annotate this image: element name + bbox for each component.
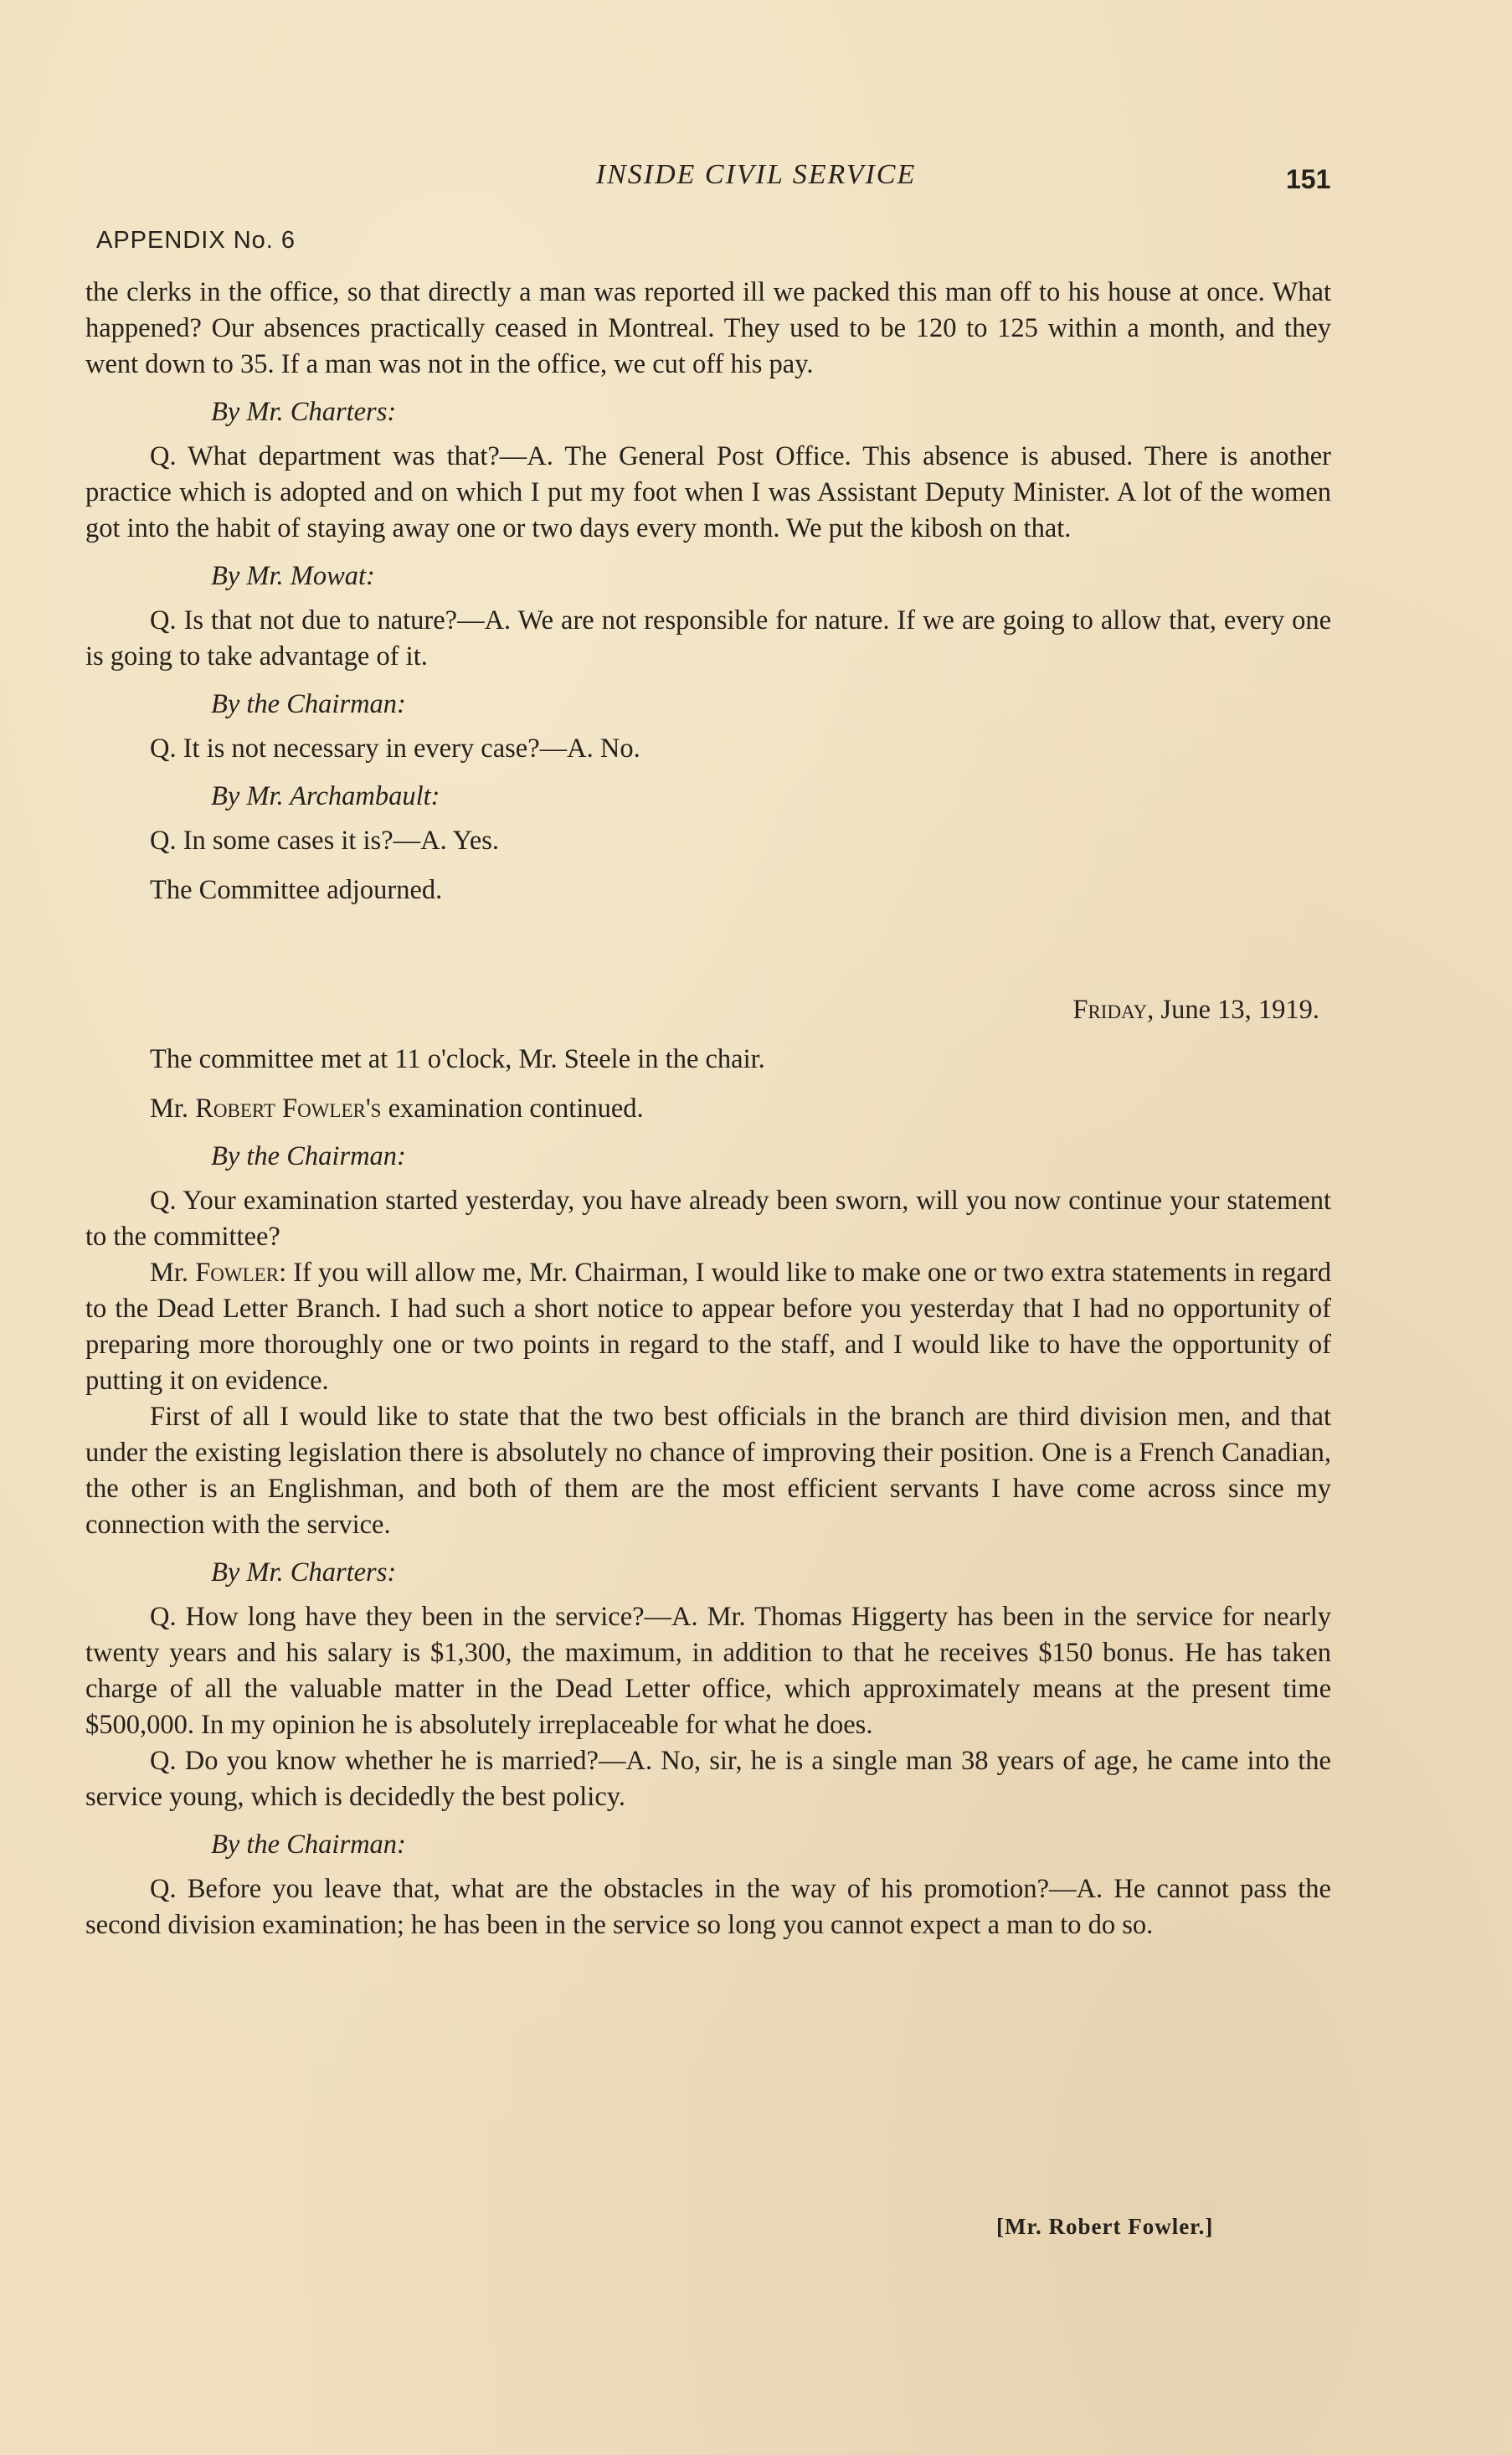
page-number: 151 [1286,164,1331,194]
fowler-speaker-colon: : [279,1258,287,1288]
fowler-statement [85,1255,1331,1399]
speaker-heading-chairman-3: By the Chairman: [211,1830,406,1860]
question-how-long: Q. How long have they been in the service?—A. Mr. Thomas Higgerty has been in the service for nearly twenty years and his salary is $1,300, the maximum, in addition to that he receives $150 bonus. He has taken charge of all the valuable matter in the Dead Letter office, which approximately means at the present time $500,000. In my opinion he is absolutely irreplaceable for what he does. [85,1602,1331,1740]
best-officials-paragraph: First of all I would like to state that the two best officials in the branch are third division men, and that under the existing legislation there is absolutely no chance of improving their position. One is a French Canadian, the other is an Englishman, and both of them are the most efficient servants I have come across since my connection with the service. [85,1402,1331,1540]
examination-continued-line [85,1091,1331,1127]
question-obstacles: Q. Before you leave that, what are the obstacles in the way of his promotion?—A. He cannot pass the second division examination; he has been in the service so long you cannot expect a man to do so. [85,1874,1331,1940]
speaker-heading-chairman-2: By the Chairman: [211,1141,406,1171]
committee-met-line: The committee met at 11 o'clock, Mr. Steele in the chair. [150,1044,765,1074]
question-married: Q. Do you know whether he is married?—A. No, sir, he is a single man 38 years of age, he came into the service young, which is decidedly the best policy. [85,1746,1331,1812]
speaker-heading-chairman: By the Chairman: [211,689,406,719]
body-text [85,275,1331,1943]
adjournment-line: The Committee adjourned. [150,875,443,905]
witness-name: Robert Fowler's [195,1094,382,1124]
speaker-footnote: [Mr. Robert Fowler.] [996,2214,1214,2239]
fowler-statement-text: If you will allow me, Mr. Chairman, I would like to make one or two extra statements in regard to the Dead Letter Branch. I had such a short notice to appear before you yesterday that I had no opportunity of preparing more thoroughly one or two points in regard to the staff, and I would like to have the opportunity of putting it on evidence. [85,1258,1331,1396]
fowler-speaker-name: Fowler [195,1258,280,1288]
question-necessary: Q. It is not necessary in every case?—A. No. [150,733,640,764]
question-department: Q. What department was that?—A. The General Post Office. This absence is abused. There is another practice which is adopted and on which I put my foot when I was Assistant Deputy Minister. A lot of the women got into the habit of staying away one or two days every month. We put the kibosh on that. [85,441,1331,543]
appendix-label: APPENDIX No. 6 [96,227,296,254]
speaker-heading-charters: By Mr. Charters: [211,397,397,427]
session-date-rest: , June 13, 1919. [1147,995,1319,1025]
session-date [85,992,1331,1028]
examination-prefix: Mr. [150,1094,196,1124]
session-day: Friday [1072,995,1148,1025]
question-some-cases: Q. In some cases it is?—A. Yes. [150,826,500,856]
speaker-heading-archambault: By Mr. Archambault: [211,781,440,811]
question-continue-statement: Q. Your examination started yesterday, you have already been sworn, will you now continue your statement to the committee? [85,1186,1331,1252]
speaker-heading-mowat: By Mr. Mowat: [211,561,375,591]
question-nature: Q. Is that not due to nature?—A. We are not responsible for nature. If we are going to allow that, every one is going to take advantage of it. [85,605,1331,672]
running-head: INSIDE CIVIL SERVICE [595,159,917,190]
paragraph-continuation: the clerks in the office, so that directly a man was reported ill we packed this man off to his house at once. What happened? Our absences practically ceased in Montreal. They used to be 120 to 125 within a month, and they went down to 35. If a man was not in the office, we cut off his pay. [85,277,1331,379]
examination-suffix: examination continued. [381,1094,644,1124]
fowler-speaker-prefix: Mr. [150,1258,196,1288]
speaker-heading-charters-2: By Mr. Charters: [211,1557,397,1588]
